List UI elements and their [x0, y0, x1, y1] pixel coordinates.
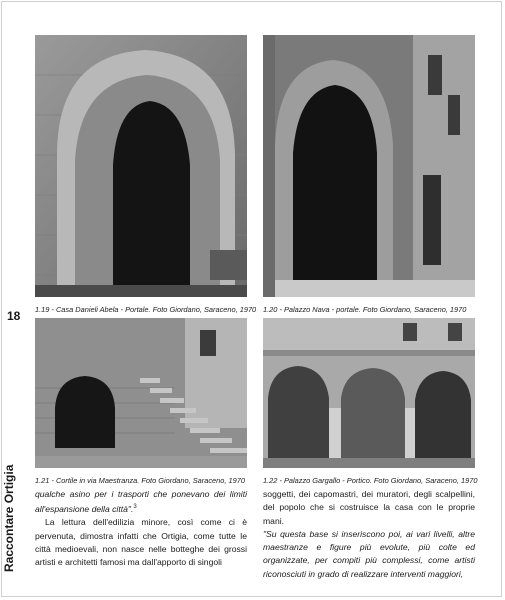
figure-caption: 1.19 - Casa Danieli Abela - Portale. Foto Giordano, Saraceno, 1970 [35, 305, 257, 314]
photo-casa-danieli-abela [35, 35, 247, 297]
photo-cortile-via-maestranza [35, 318, 247, 468]
body-text-left [35, 488, 247, 570]
footnote-ref: 3 [133, 504, 137, 511]
quote-text: qualche asino per i trasporti che ponevano dei limiti all'espansione della città". [35, 489, 247, 515]
paragraph: La lettura dell'edilizia minore, così come ci è pervenuta, dimostra infatti che Ortigia, come tutte le città medioevali, non nasce nelle botteghe dei grossi artisti e architetti famosi ma dall'apporto di singoli [35, 517, 247, 568]
figure-caption: 1.20 - Palazzo Nava - portale. Foto Giordano, Saraceno, 1970 [263, 305, 467, 314]
running-title: Raccontare Ortigia [2, 464, 16, 572]
figure-caption: 1.21 - Cortile in via Maestranza. Foto Giordano, Saraceno, 1970 [35, 476, 245, 485]
body-text-right [263, 488, 475, 581]
paragraph: soggetti, dei capomastri, dei muratori, degli scalpellini, del popolo che si costruisce la casa con le proprie mani. [263, 489, 475, 526]
figure-caption: 1.22 - Palazzo Gargallo - Portico. Foto Giordano, Saraceno, 1970 [263, 476, 478, 485]
quote: "Su questa base si inseriscono poi, ai vari livelli, altre maestranze e figure più evolute, più colte ed organizzate, per compiti più complessi, come artisti riconosciuti in grado di realizzare interventi maggiori, [263, 528, 475, 579]
photo-palazzo-nava [263, 35, 475, 297]
page-number: 18 [7, 309, 21, 323]
photo-palazzo-gargallo [263, 318, 475, 468]
quote-continuation [35, 488, 247, 516]
